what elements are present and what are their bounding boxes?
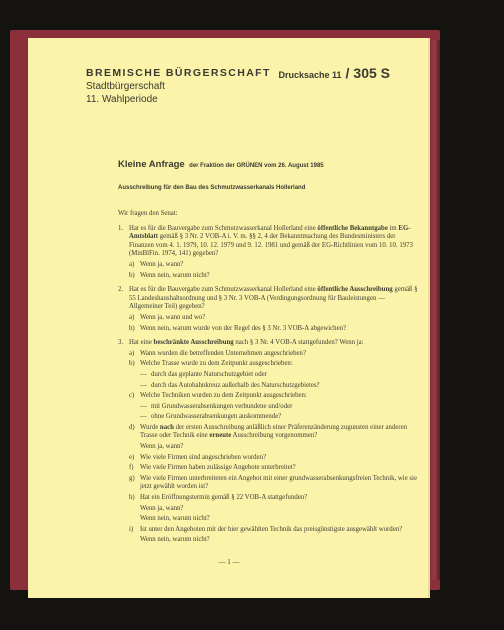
bold-run: nach	[159, 423, 174, 431]
sub-question	[129, 454, 418, 463]
sub-text: Wie viele Firmen haben zulässige Angebote unterbreitet?	[140, 464, 296, 472]
drucksache-block	[278, 65, 390, 81]
bold-run: öffentliche Bekanntgabe	[317, 224, 388, 232]
sub-question	[129, 526, 418, 535]
drucksache-slash: /	[345, 65, 350, 81]
intro-text: Wir fragen den Senat:	[118, 210, 178, 217]
sub-letter: b)	[129, 324, 135, 332]
question-2	[118, 286, 418, 333]
question-body	[129, 286, 418, 333]
follow-up: Wenn nein, warum nicht?	[140, 536, 210, 544]
text-run: Hat eine	[129, 339, 154, 347]
text-run: gemäß § 55 Landeshaushaltsordnung und § 3 Nr. 3 VOB-A (Verdingungsordnung für Bauleistungen — Allgemeiner Teil) gegeben?	[129, 286, 418, 311]
sub-letter: h)	[129, 494, 135, 502]
sub-question	[129, 475, 418, 492]
sub-letter: a)	[129, 313, 135, 321]
dash-item	[129, 382, 418, 391]
sub-text: Hat ein Eröffnungstermin gemäß § 22 VOB-A stattgefunden?	[140, 494, 308, 502]
sub-question	[129, 494, 418, 503]
sub-letter: a)	[129, 260, 135, 268]
sub-letter: f)	[129, 464, 134, 472]
dash-mark: —	[140, 402, 147, 410]
sub-question	[129, 325, 418, 334]
title-sub: der Fraktion der GRÜNEN vom 26. August 1985	[189, 163, 324, 169]
text-run: Hat es für die Bauvergabe zum Schmutzwasserkanal Hollerland eine	[129, 286, 318, 294]
dash-text: durch das geplante Naturschutzgebiet oder	[151, 370, 267, 378]
issuer-block	[86, 67, 271, 105]
sub-question	[129, 272, 418, 281]
sub-letter: e)	[129, 453, 135, 461]
sub-question	[129, 392, 418, 401]
sub-letter: b)	[129, 271, 135, 279]
dash-mark: —	[140, 370, 147, 378]
org-subtitle: Stadtbürgerschaft	[86, 81, 165, 92]
sub-question	[129, 261, 418, 270]
sub-letter: c)	[129, 392, 135, 400]
sub-question	[129, 424, 418, 441]
sub-question	[129, 360, 418, 369]
subject-line: Ausschreibung für den Bau des Schmutzwasserkanals Hollerland	[118, 185, 306, 191]
question-body	[129, 339, 418, 545]
drucksache-number: 305 S	[353, 65, 390, 81]
question-number: 3.	[118, 339, 124, 347]
question-3	[118, 339, 418, 545]
sub-letter: d)	[129, 423, 135, 431]
sub-text: Wenn ja, wann?	[140, 260, 184, 268]
title-main: Kleine Anfrage	[118, 159, 185, 170]
drucksache-label: Drucksache 11	[278, 70, 342, 80]
sub-text: Welche Techniken wurden zu dem Zeitpunkt ausgeschrieben:	[140, 392, 307, 400]
text-run: nach § 3 Nr. 4 VOB-A stattgefunden? Wenn ja:	[233, 339, 364, 347]
question-list	[118, 210, 418, 551]
sub-question	[129, 314, 418, 323]
sub-letter: b)	[129, 360, 135, 368]
question-1	[118, 225, 418, 281]
document-page	[28, 38, 430, 598]
sub-letter: i)	[129, 525, 134, 533]
sub-letter: g)	[129, 474, 135, 482]
sub-letter: a)	[129, 349, 135, 357]
bold-run: öffentliche Ausschreibung	[317, 286, 393, 294]
sub-text: Wie viele Firmen unterbreiteten ein Angebot mit einer grundwasserabsenkungsfreien Technik, wie sie jetzt gewählt worden ist?	[140, 474, 417, 491]
bold-run: beschränkte Ausschreibung	[153, 339, 234, 347]
sub-text: Wann wurden die betreffenden Unternehmen angeschrieben?	[140, 349, 306, 357]
dash-item	[129, 403, 418, 412]
bold-run: EG-Amtsblatt	[129, 224, 411, 241]
sub-text: Wenn nein, warum nicht?	[140, 271, 210, 279]
dash-mark: —	[140, 413, 147, 421]
sub-text: Wenn nein, warum wurde von der Regel des § 3 Nr. 3 VOB-A abgewichen?	[140, 324, 347, 332]
question-text	[129, 339, 418, 348]
question-number: 2.	[118, 286, 124, 294]
page-number: — 1 —	[218, 558, 240, 566]
document-title	[118, 154, 324, 172]
sub-question	[129, 350, 418, 359]
bold-run: erneute	[209, 432, 232, 440]
sub-text: Wie viele Firmen sind angeschrieben worden?	[140, 453, 266, 461]
dash-item	[129, 371, 418, 380]
follow-up: Wenn nein, warum nicht?	[140, 515, 210, 523]
sub-text	[140, 424, 418, 441]
dash-mark: —	[140, 381, 147, 389]
text-run: gemäß § 3 Nr. 2 VOB-A i. V. m. §§ 2, 4 der Bekanntmachung des Bundesministers der Finanzen vom 4. 1. 1979, 10. 12. 1979 und 9. 12. 1981 und gemäß der EG-Richtlinien vom 10. 10. 1973 (MinBlFin. 1974, 141) gegeben?	[129, 233, 413, 258]
sub-text: Wenn ja, wann und wo?	[140, 313, 206, 321]
text-run: im	[387, 224, 399, 232]
dash-text: ohne Grundwasserabsenkungen auskommende?	[151, 413, 282, 421]
text-run: Ausschreibung vorgenommen?	[231, 432, 318, 440]
text-run: Hat es für die Bauvergabe zum Schmutzwasserkanal Hollerland eine	[129, 224, 318, 232]
question-text	[129, 286, 418, 312]
sub-text: Welche Trasse wurde zu dem Zeitpunkt ausgeschrieben:	[140, 360, 293, 368]
sub-text: Ist unter den Angeboten mit der hier gewählten Technik das preisgünstigste ausgewählt worden?	[140, 525, 403, 533]
sub-question	[129, 464, 418, 473]
text-run: der ersten Ausschreibung anläßlich einer Präferenzänderung zugunsten einer anderen Trasse oder Technik eine	[140, 423, 407, 440]
dash-text: durch das Autobahnkreuz außerhalb des Naturschutzgebietes?	[151, 381, 320, 389]
follow-up: Wenn ja, wann?	[140, 443, 184, 451]
follow-up: Wenn ja, wann?	[140, 504, 184, 512]
question-text	[129, 225, 418, 259]
dash-item	[129, 413, 418, 422]
legislative-period: 11. Wahlperiode	[86, 94, 158, 105]
org-name: BREMISCHE BÜRGERSCHAFT	[86, 67, 271, 79]
text-run: Wurde	[140, 423, 160, 431]
dash-text: mit Grundwasserabsenkungen verbundene und/oder	[151, 402, 293, 410]
question-body	[129, 225, 418, 281]
question-number: 1.	[118, 224, 124, 232]
